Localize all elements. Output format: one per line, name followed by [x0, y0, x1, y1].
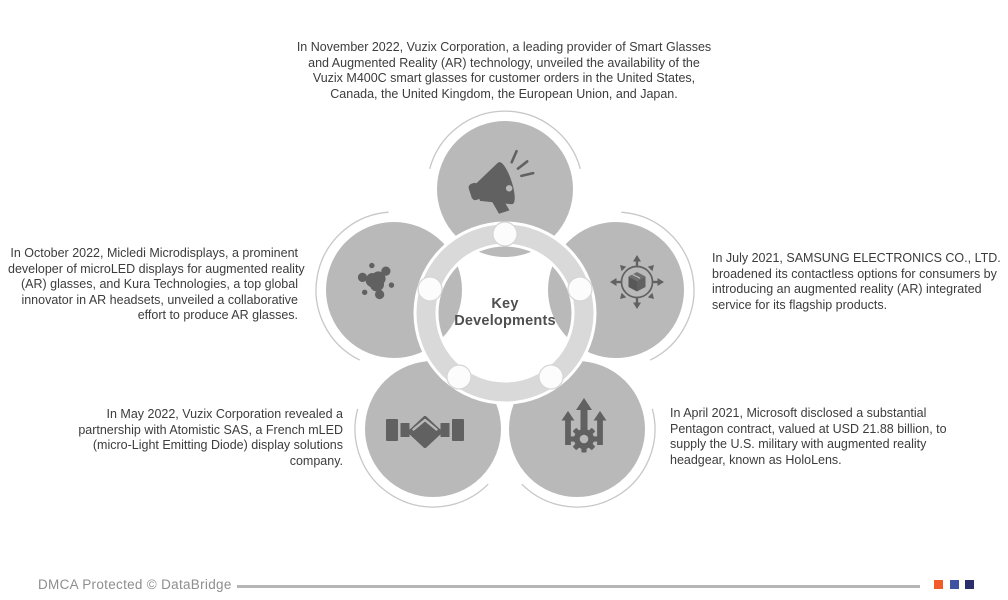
brand-square-orange — [934, 580, 943, 589]
annotation-line: Canada, the United Kingdom, the European Union, and Japan. — [330, 86, 678, 101]
annotation-line: broadened its contactless options for consumers by — [712, 266, 997, 281]
annotation-bottom-right — [670, 406, 970, 468]
brand-square-navy — [965, 580, 974, 589]
footer-divider-line — [237, 585, 920, 588]
center-label-line: Key — [491, 296, 519, 312]
annotation-line: Vuzix M400C smart glasses for customer orders in the United States, — [312, 71, 696, 86]
annotation-line: Pentagon contract, valued at USD 21.88 billion, to — [670, 421, 947, 436]
annotation-line: In July 2021, SAMSUNG ELECTRONICS CO., LTD. — [712, 251, 1001, 265]
annotation-right — [712, 251, 1008, 313]
annotation-line: and Augmented Reality (AR) technology, unveiled the availability of the — [308, 55, 700, 70]
annotation-line: In April 2021, Microsoft disclosed a substantial — [670, 406, 927, 420]
annotation-line: developer of microLED displays for augmented reality — [8, 261, 305, 276]
annotation-bottom-left — [38, 407, 343, 469]
center-label-line: Developments — [454, 312, 556, 329]
annotation-line: supply the U.S. military with augmented reality — [670, 437, 927, 452]
annotation-line: innovator in AR headsets, unveiled a collaborative — [21, 292, 298, 307]
annotation-line: (micro-Light Emitting Diode) display solutions — [92, 438, 343, 453]
annotation-line: introducing an augmented reality (AR) integrated — [712, 282, 982, 297]
annotation-line: In November 2022, Vuzix Corporation, a leading provider of Smart Glasses — [296, 40, 712, 54]
annotation-line: effort to produce AR glasses. — [137, 308, 298, 323]
dmca-watermark: DMCA Protected © DataBridge — [38, 577, 232, 592]
brand-square-blue — [950, 580, 959, 589]
annotation-line: In May 2022, Vuzix Corporation revealed a — [106, 407, 343, 421]
annotation-line: headgear, known as HoloLens. — [670, 452, 842, 467]
annotation-top — [0, 40, 1008, 102]
annotation-line: partnership with Atomistic SAS, a French mLED — [78, 422, 343, 437]
annotation-line: (AR) glasses, and Kura Technologies, a top global — [20, 277, 298, 292]
annotation-line: company. — [289, 453, 343, 468]
annotation-line: service for its flagship products. — [712, 297, 888, 312]
diagram-center-label — [405, 296, 605, 329]
annotation-left — [8, 246, 305, 324]
annotation-line: In October 2022, Micledi Microdisplays, a prominent — [10, 246, 298, 260]
